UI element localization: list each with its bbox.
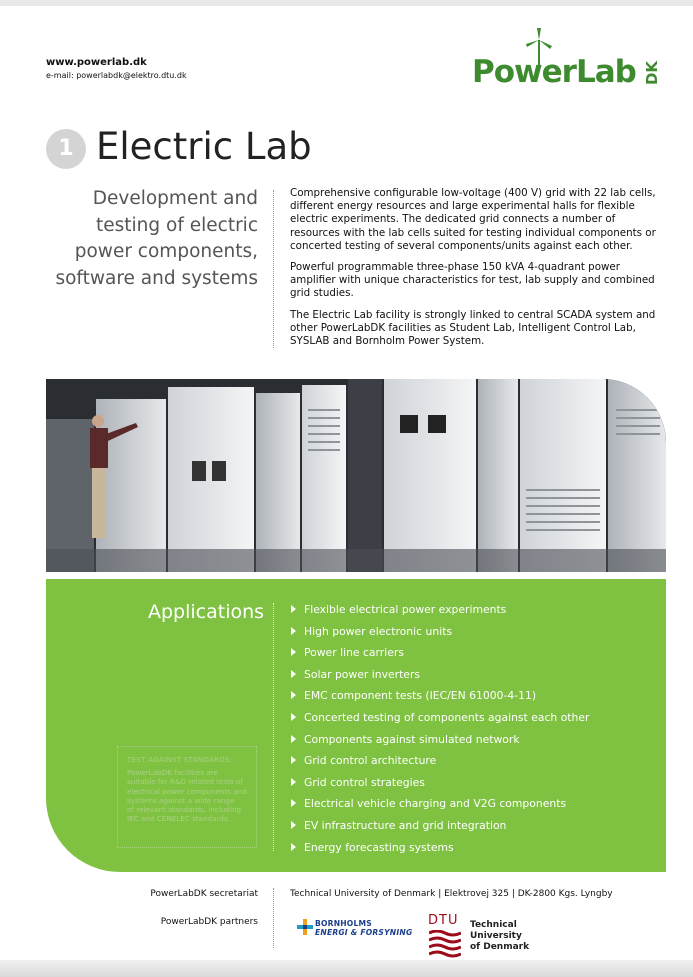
bullet-icon [291,648,296,656]
list-item: Solar power inverters [290,666,589,688]
dtu-mark: DTU [428,913,459,928]
intro-paragraph: Powerful programmable three-phase 150 kVA 4-quadrant power amplifier with unique characteristics for test, lab supply and combined grid studies. [290,261,655,300]
dtu-wave-icon [429,930,461,960]
list-item: Grid control architecture [290,752,589,774]
powerlabdk-logo [472,28,668,94]
email-link[interactable]: e-mail: powerlabdk@elektro.dtu.dk [46,71,187,80]
dtu-name: Technical University of Denmark [470,920,530,952]
lab-photo-illustration [46,379,666,572]
applications-title: Applications [148,601,265,623]
bornholm-text: ENERGI & FORSYNING [315,928,413,937]
page-title: Electric Lab [96,125,312,168]
secretariat-label: PowerLabDK secretariat [150,889,258,899]
list-item: EV infrastructure and grid integration [290,817,589,839]
applications-list [290,601,589,860]
website-link[interactable]: www.powerlab.dk [46,57,147,68]
standards-heading: TEST AGAINST STANDARDS: [127,755,233,764]
standards-line: PowerLabDK facilities are [127,768,219,778]
bornholm-energi-logo[interactable] [297,917,413,941]
list-item: Components against simulated network [290,731,589,753]
intro-paragraph: Comprehensive configurable low-voltage (400 V) grid with 22 lab cells, different energy resources and large experimental halls for flexible electric experiments. The dedicated grid connects a number of resources with the lab cells suited for testing individual components or concerted testing of several components/units against each other. [290,187,656,252]
list-item: Electrical vehicle charging and V2G components [290,795,589,817]
bullet-icon [291,605,296,613]
subtitle: Development and testing of electric power components, software and systems [55,188,258,289]
intro-text [290,187,662,356]
top-border [0,0,693,6]
list-item: Grid control strategies [290,774,589,796]
bullet-icon [291,735,296,743]
bullet-icon [291,713,296,721]
bullet-icon [291,691,296,699]
list-item: Energy forecasting systems [290,839,589,861]
section-number-badge: 1 [46,129,86,169]
bullet-icon [291,670,296,678]
standards-line: suitable for R&D related tests of [127,777,243,787]
partners-label: PowerLabDK partners [160,917,258,927]
standards-line: IEC and CENELEC standards. [127,814,231,824]
list-item: Concerted testing of components against each other [290,709,589,731]
bornholm-mark-icon [297,919,313,935]
bullet-icon [291,821,296,829]
secretariat-address: Technical University of Denmark | Elektrovej 325 | DK-2800 Kgs. Lyngby [290,889,613,899]
bottom-edge [0,960,693,977]
logo-suffix: DK [643,60,662,86]
intro-paragraph: The Electric Lab facility is strongly linked to central SCADA system and other PowerLabDK facilities as Student Lab, Intelligent Control Lab, SYSLAB and Bornholm Power System. [290,308,656,348]
divider [273,603,274,851]
bullet-icon [291,778,296,786]
standards-line: electrical power components and [127,786,247,796]
bullet-icon [291,756,296,764]
divider [273,888,274,948]
standards-line: of relevant standards, including [127,805,242,815]
list-item: Flexible electrical power experiments [290,601,589,623]
standards-note [117,746,257,848]
standards-line: systems against a wide range [127,795,235,805]
dtu-logo[interactable] [427,913,567,961]
bullet-icon [291,843,296,851]
list-item: EMC component tests (IEC/EN 61000-4-11) [290,687,589,709]
footer [0,880,693,960]
lab-photo [46,379,666,572]
bullet-icon [291,799,296,807]
logo-text: PowerLab [472,54,636,90]
list-item: High power electronic units [290,623,589,645]
contact-block [46,56,187,82]
bornholm-text: BORNHOLMS [315,919,372,928]
list-item: Power line carriers [290,644,589,666]
bullet-icon [291,627,296,635]
divider [273,190,274,348]
